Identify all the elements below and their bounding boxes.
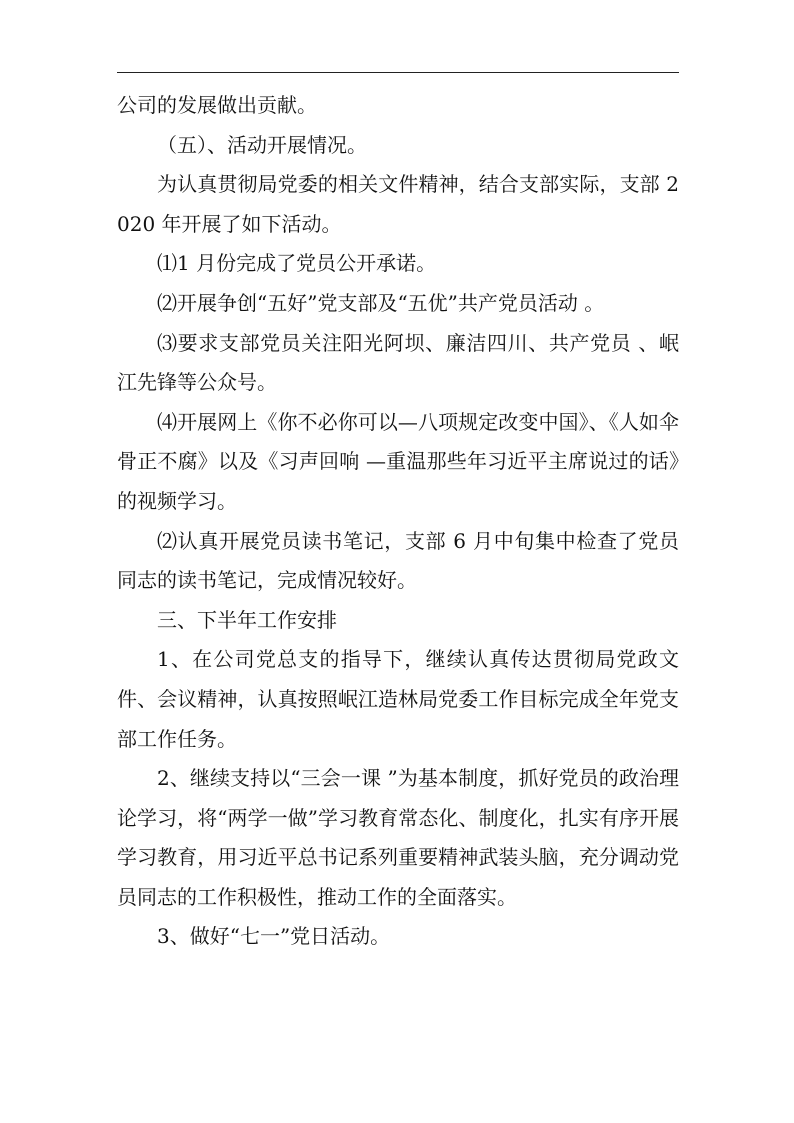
document-body bbox=[117, 86, 679, 957]
header-rule bbox=[117, 72, 679, 73]
section-heading-plan: 三、下半年工作安排 bbox=[157, 607, 337, 632]
list-item-1: ⑴1 月份完成了党员公开承诺。 bbox=[157, 251, 437, 276]
section-heading-activities: （五）、活动开展情况。 bbox=[157, 132, 367, 157]
list-item-4: ⑷开展网上《你不必你可以—八项规定改变中国》、《人如伞骨正不腐》以及《习声回响 —重温那些年习近平主席说过的话》的视频学习。 bbox=[117, 409, 679, 513]
list-item-5: ⑵认真开展党员读书笔记，支部 6 月中旬集中检查了党员同志的读书笔记，完成情况较好。 bbox=[117, 528, 679, 593]
paragraph-continuation: 公司的发展做出贡献。 bbox=[117, 93, 317, 117]
plan-item-2: 2、继续支持以“三会一课 ”为基本制度，抓好党员的政治理论学习，将“两学一做”学习教育常态化、制度化，扎实有序开展学习教育，用习近平总书记系列重要精神武装头脑，充分调动党员同志的工作积极性，推动工作的全面落实。 bbox=[117, 766, 679, 909]
list-item-3: ⑶要求支部党员关注阳光阿坝、廉洁四川、共产党员 、岷江先锋等公众号。 bbox=[117, 330, 679, 395]
plan-item-3: 3、做好“七一”党日活动。 bbox=[157, 924, 391, 949]
list-item-2: ⑵开展争创“五好”党支部及“五优”共产党员活动 。 bbox=[157, 290, 605, 315]
plan-item-1: 1、在公司党总支的指导下，继续认真传达贯彻局党政文件、会议精神，认真按照岷江造林局党委工作目标完成全年党支部工作任务。 bbox=[117, 647, 679, 751]
paragraph-activities-intro: 为认真贯彻局党委的相关文件精神，结合支部实际，支部 2020 年开展了如下活动。 bbox=[117, 172, 679, 236]
